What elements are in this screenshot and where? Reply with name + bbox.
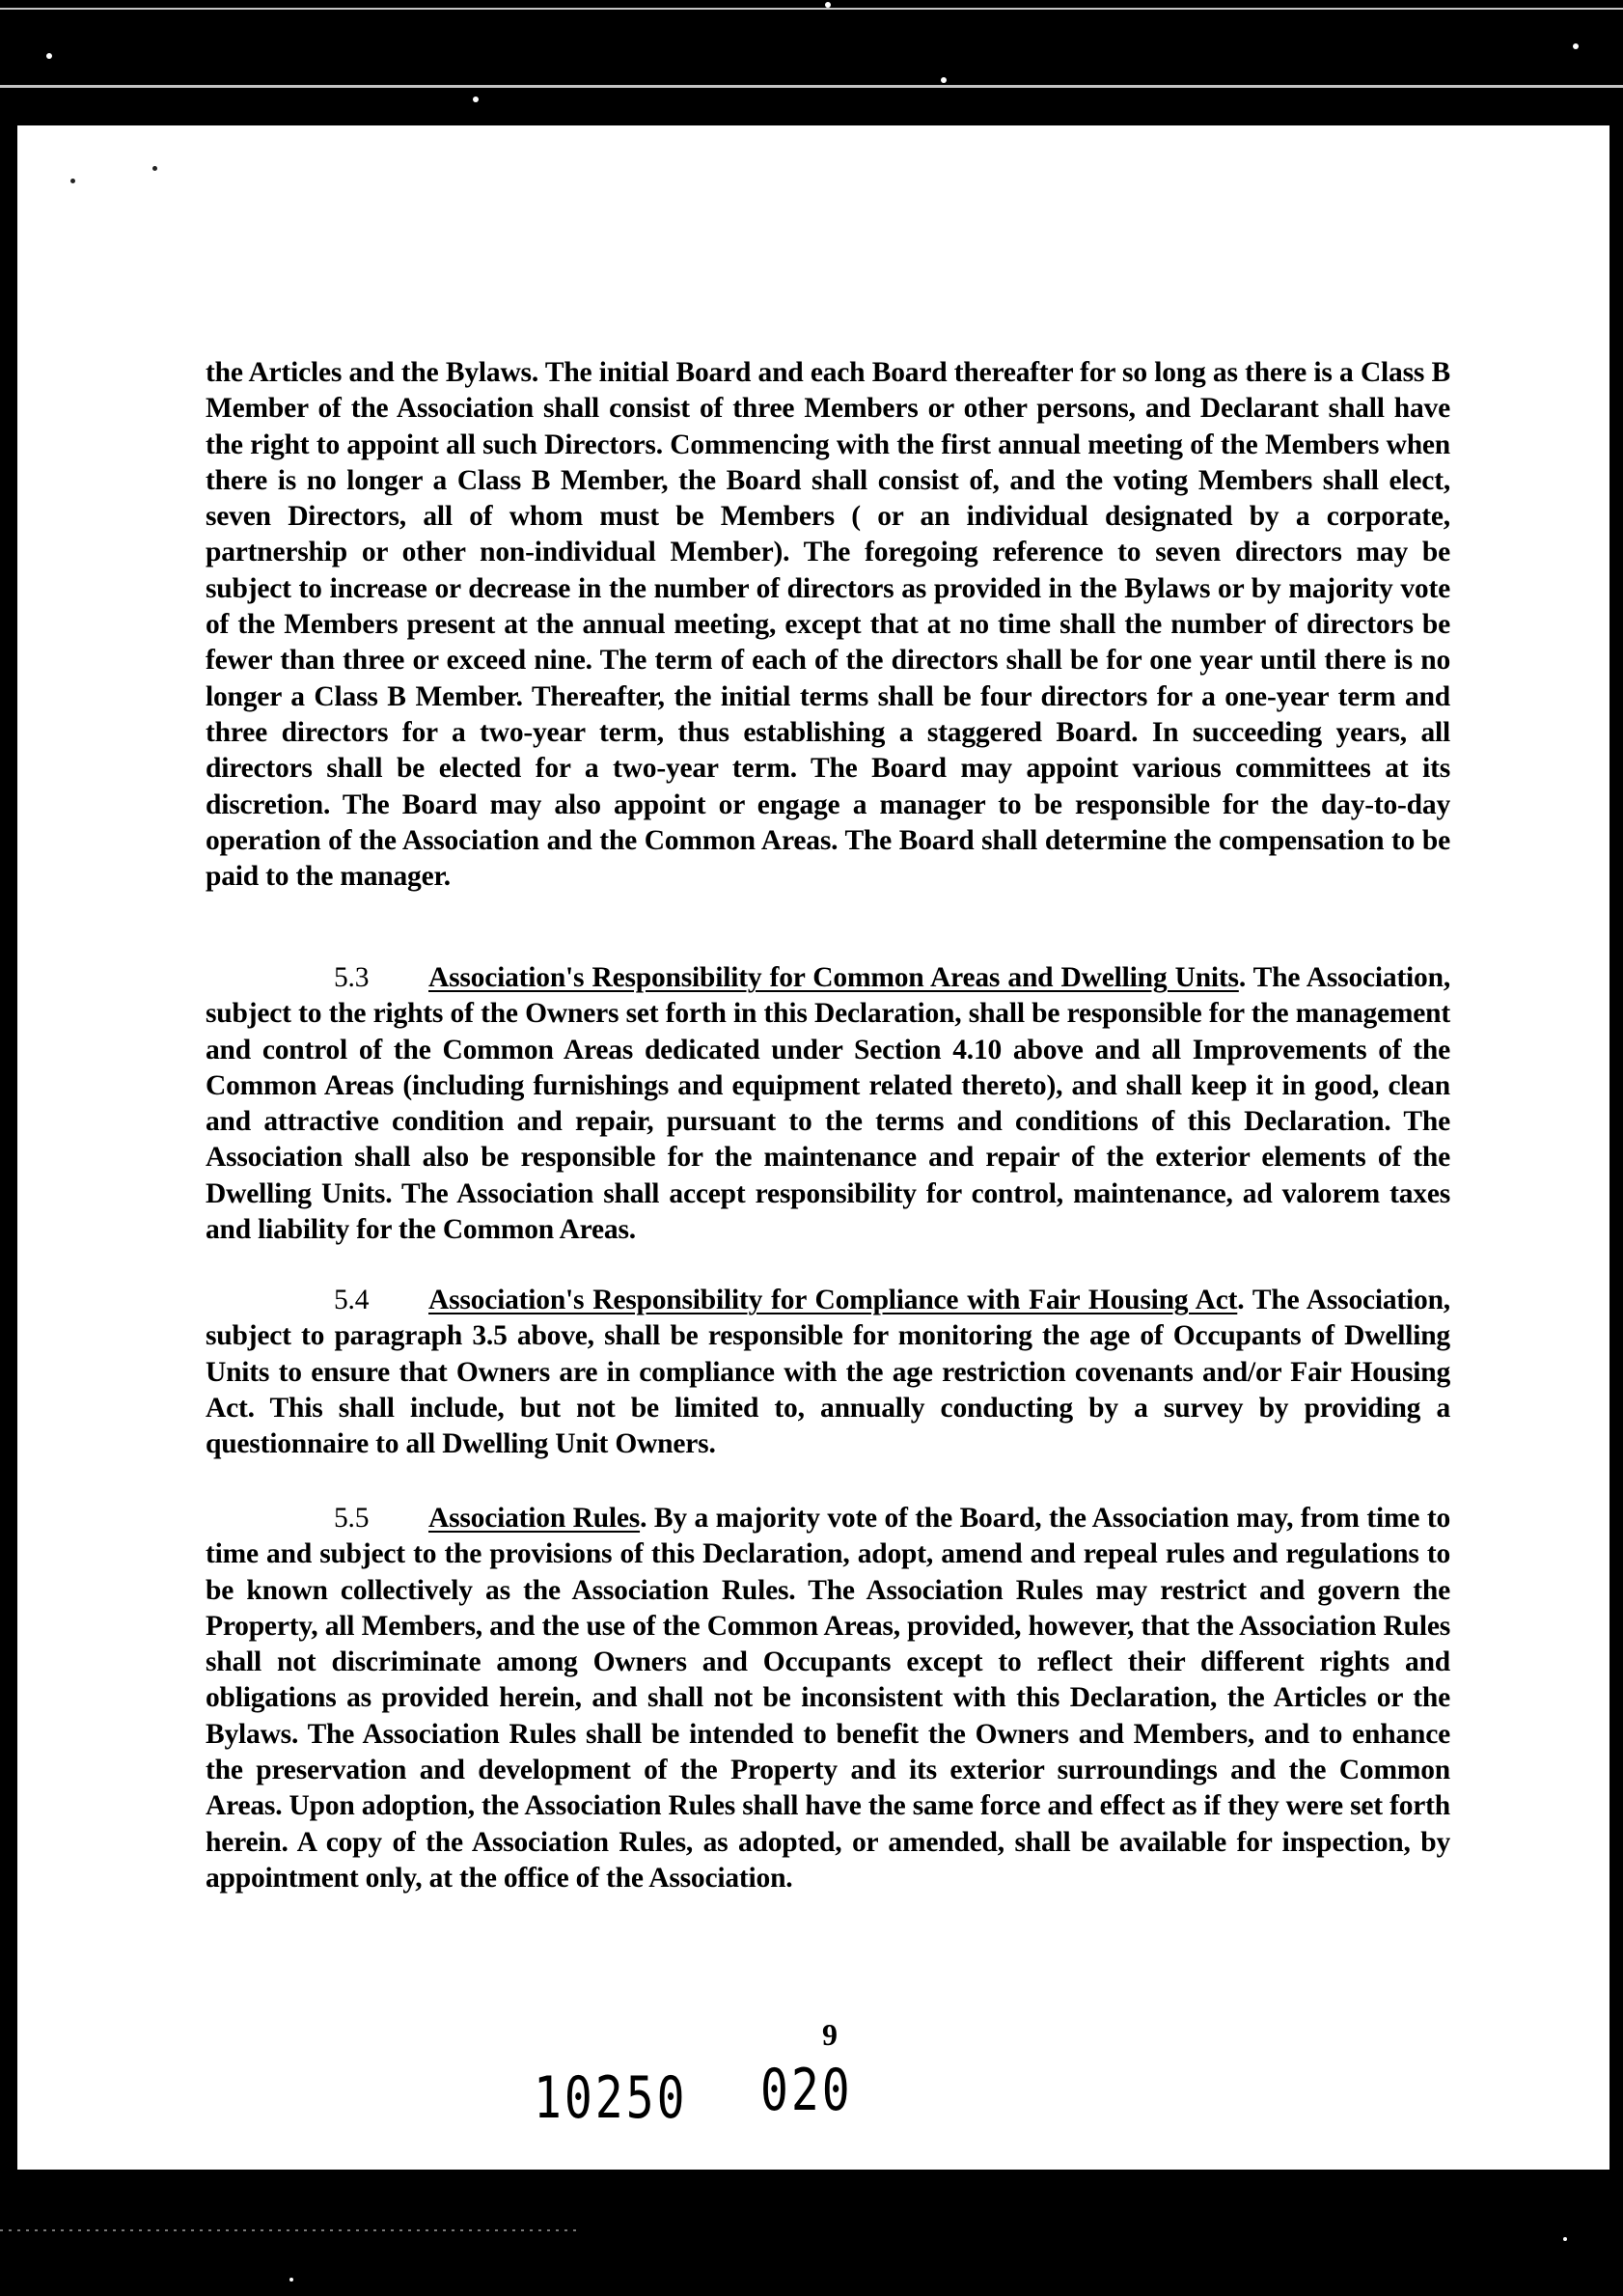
document-stamp-number: 020	[760, 2057, 853, 2124]
scan-speck	[473, 97, 479, 102]
scan-speck	[152, 166, 157, 171]
scan-speck	[1563, 2237, 1567, 2241]
section-body: . The Association, subject to paragraph 3.5 above, shall be responsible for monitoring the age of Occupants of Dwelling Units to ensure that Owners are in compliance with the age restriction covenants and/or Fair Housing Act. This shall include, but not be limited to, annually conducting by a survey by providing a questionnaire to all Dwelling Unit Owners.	[206, 1285, 1450, 1460]
scan-speck	[70, 179, 75, 183]
document-page	[17, 125, 1609, 2170]
scan-artifact-line	[0, 2229, 579, 2231]
section-body: . The Association, subject to the rights of the Owners set forth in this Declaration, shall be responsible for the management and control of the Common Areas dedicated under Section 4.10 above and all Improvements of the Common Areas (including furnishings and equipment related thereto), and shall keep it in good, clean and attractive condition and repair, pursuant to the terms and conditions of this Declaration. The Association shall also be responsible for the maintenance and repair of the exterior elements of the Dwelling Units. The Association shall accept responsibility for control, maintenance, ad valorem taxes and liability for the Common Areas.	[206, 962, 1450, 1246]
section-title: Association's Responsibility for Compliance with Fair Housing Act	[428, 1285, 1238, 1315]
section-number: 5.4	[334, 1285, 370, 1315]
paragraph-board-composition: the Articles and the Bylaws. The initial Board and each Board thereafter for so long as there is a Class B Member of the Association shall consist of three Members or other persons, and Declarant shall have the right to appoint all such Directors. Commencing with the first annual meeting of the Members when there is no longer a Class B Member, the Board shall consist of, and the voting Members shall elect, seven Directors, all of whom must be Members ( or an individual designated by a corporate, partnership or other non-individual Member). The foregoing reference to seven directors may be subject to increase or decrease in the number of directors as provided in the Bylaws or by majority vote of the Members present at the annual meeting, except that at no time shall the number of directors be fewer than three or exceed nine. The term of each of the directors shall be for one year until there is no longer a Class B Member. Thereafter, the initial terms shall be four directors for a one-year term and three directors for a two-year term, thus establishing a staggered Board. In succeeding years, all directors shall be elected for a two-year term. The Board may appoint various committees at its discretion. The Board may also appoint or engage a manager to be responsible for the day-to-day operation of the Association and the Common Areas. The Board shall determine the compensation to be paid to the manager.	[206, 357, 1450, 893]
scan-border-top	[0, 0, 1623, 125]
scan-speck	[941, 77, 947, 83]
document-stamp-number: 10250	[534, 2064, 688, 2132]
scan-speck	[825, 2, 831, 8]
page-number: 9	[822, 2017, 838, 2052]
section-5-4	[206, 1283, 1450, 1462]
section-number: 5.3	[334, 962, 370, 993]
scan-border-bottom	[0, 2170, 1623, 2296]
scan-speck	[1573, 43, 1579, 49]
section-title: Association Rules	[428, 1503, 641, 1534]
section-5-3	[206, 960, 1450, 1248]
scan-artifact-line	[0, 8, 1623, 10]
scan-speck	[46, 53, 52, 59]
scan-artifact-line	[0, 85, 1623, 88]
section-body: . By a majority vote of the Board, the Association may, from time to time and subject to the provisions of this Declaration, adopt, amend and repeal rules and regulations to be known collectively as the Association Rules. The Association Rules may restrict and govern the Property, all Members, and the use of the Common Areas, provided, however, that the Association Rules shall not discriminate among Owners and Occupants except to reflect their different rights and obligations as provided herein, and shall not be inconsistent with this Declaration, the Articles or the Bylaws. The Association Rules shall be intended to benefit the Owners and Members, and to enhance the preservation and development of the Property and its exterior surroundings and the Common Areas. Upon adoption, the Association Rules shall have the same force and effect as if they were set forth herein. A copy of the Association Rules, as adopted, or amended, shall be available for inspection, by appointment only, at the office of the Association.	[206, 1503, 1451, 1894]
section-title: Association's Responsibility for Common Areas and Dwelling Units	[428, 962, 1239, 993]
scan-speck	[289, 2278, 293, 2282]
section-number: 5.5	[334, 1503, 370, 1534]
section-5-5	[206, 1501, 1450, 1896]
